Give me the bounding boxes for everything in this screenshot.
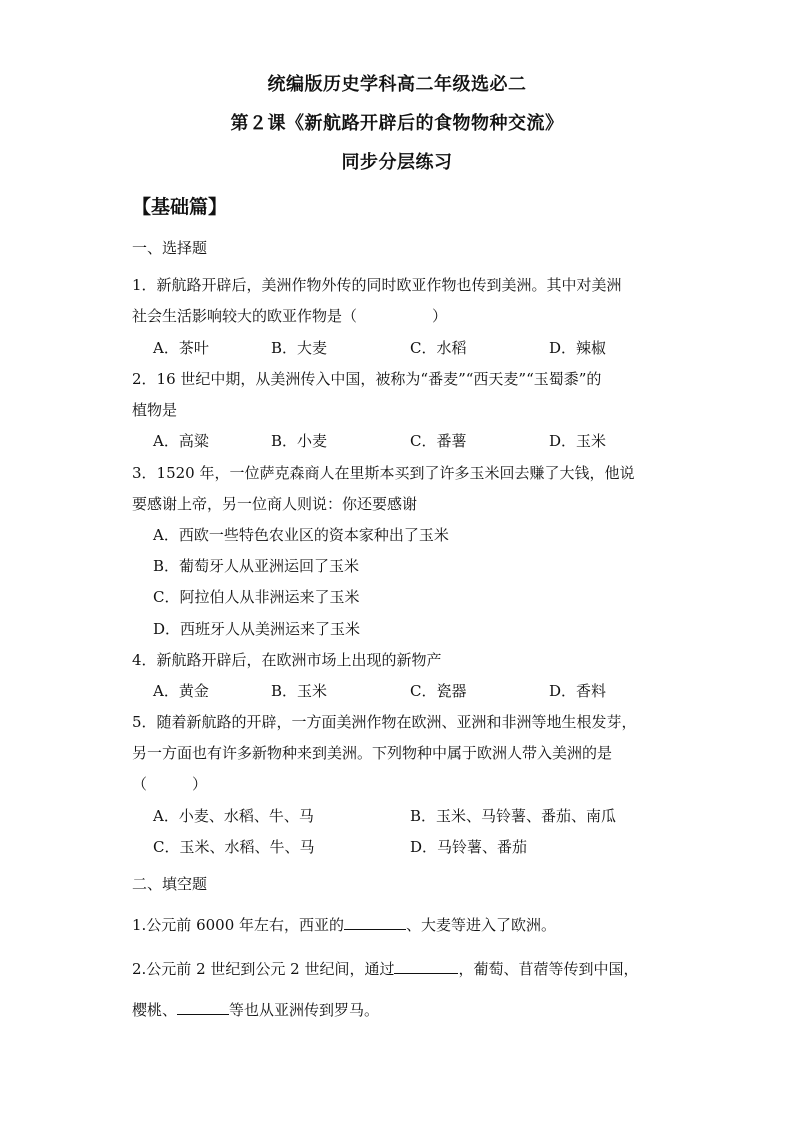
part1-heading: 一、选择题 (132, 239, 208, 257)
q1-option-b: B．大麦 (271, 339, 328, 357)
f2-text-after: ，葡萄、苜蓿等传到中国， (458, 960, 639, 978)
f1-text-before: 1.公元前 6000 年左右，西亚的 (132, 916, 345, 934)
fill-question-1 (132, 914, 556, 935)
f2-blank-1[interactable] (394, 959, 458, 974)
part2-heading: 二、填空题 (132, 875, 208, 893)
lesson-title: 第２课《新航路开辟后的食物物种交流》 (230, 113, 564, 134)
q3-option-d: D．西班牙人从美洲运来了玉米 (153, 620, 361, 638)
f2-line2-after: 等也从亚洲传到罗马。 (229, 1001, 380, 1019)
q5-line1: 5．随着新航路的开辟，一方面美洲作物在欧洲、亚洲和非洲等地生根发芽， (132, 713, 637, 731)
q1-line1: 1．新航路开辟后，美洲作物外传的同时欧亚作物也传到美洲。其中对美洲 (132, 276, 622, 294)
q5-option-a: A．小麦、水稻、牛、马 (153, 807, 314, 825)
fill-question-2-line1 (132, 958, 639, 979)
q4-option-b: B．玉米 (271, 682, 328, 700)
q5-option-b: B．玉米、马铃薯、番茄、南瓜 (410, 807, 617, 825)
doc-subtitle: 同步分层练习 (341, 152, 453, 173)
f2-blank-2[interactable] (177, 1000, 229, 1015)
q1-option-a: A．茶叶 (153, 339, 209, 357)
q3-option-a: A．西欧一些特色农业区的资本家种出了玉米 (153, 526, 449, 544)
f1-blank[interactable] (344, 915, 406, 930)
q2-option-a: A．高粱 (153, 432, 209, 450)
q2-line2: 植物是 (132, 401, 178, 419)
q3-line1: 3．1520 年，一位萨克森商人在里斯本买到了许多玉米回去赚了大钱，他说 (132, 464, 635, 482)
q2-line1: 2．16 世纪中期，从美洲传入中国，被称为“番麦”“西天麦”“玉蜀黍”的 (132, 370, 602, 388)
q2-option-c: C．番薯 (410, 432, 467, 450)
q5-option-d: D．马铃薯、番茄 (410, 838, 528, 856)
q1-line2: 社会生活影响较大的欧亚作物是（ ） (132, 307, 448, 325)
q4-option-d: D．香料 (549, 682, 607, 700)
q3-option-c: C．阿拉伯人从非洲运来了玉米 (153, 588, 360, 606)
q5-line2: 另一方面也有许多新物种来到美洲。下列物种中属于欧洲人带入美洲的是 (132, 744, 613, 762)
f2-text-before: 2.公元前 2 世纪到公元 2 世纪间，通过 (132, 960, 395, 978)
q3-option-b: B．葡萄牙人从亚洲运回了玉米 (153, 557, 360, 575)
q3-line2: 要感谢上帝，另一位商人则说：你还要感谢 (132, 495, 418, 513)
f1-text-after: 、大麦等进入了欧洲。 (406, 916, 557, 934)
q2-option-b: B．小麦 (271, 432, 328, 450)
q5-line3: （ ） (132, 775, 208, 793)
q4-line1: 4．新航路开辟后，在欧洲市场上出现的新物产 (132, 651, 442, 669)
q4-option-c: C．瓷器 (410, 682, 467, 700)
q4-option-a: A．黄金 (153, 682, 209, 700)
q2-option-d: D．玉米 (549, 432, 607, 450)
fill-question-2-line2 (132, 999, 379, 1020)
q5-option-c: C．玉米、水稻、牛、马 (153, 838, 315, 856)
doc-title: 统编版历史学科高二年级选必二 (267, 74, 527, 95)
q1-option-c: C．水稻 (410, 339, 467, 357)
section-heading: 【基础篇】 (132, 196, 228, 218)
q1-option-d: D．辣椒 (549, 339, 607, 357)
f2-line2-before: 樱桃、 (132, 1001, 178, 1019)
